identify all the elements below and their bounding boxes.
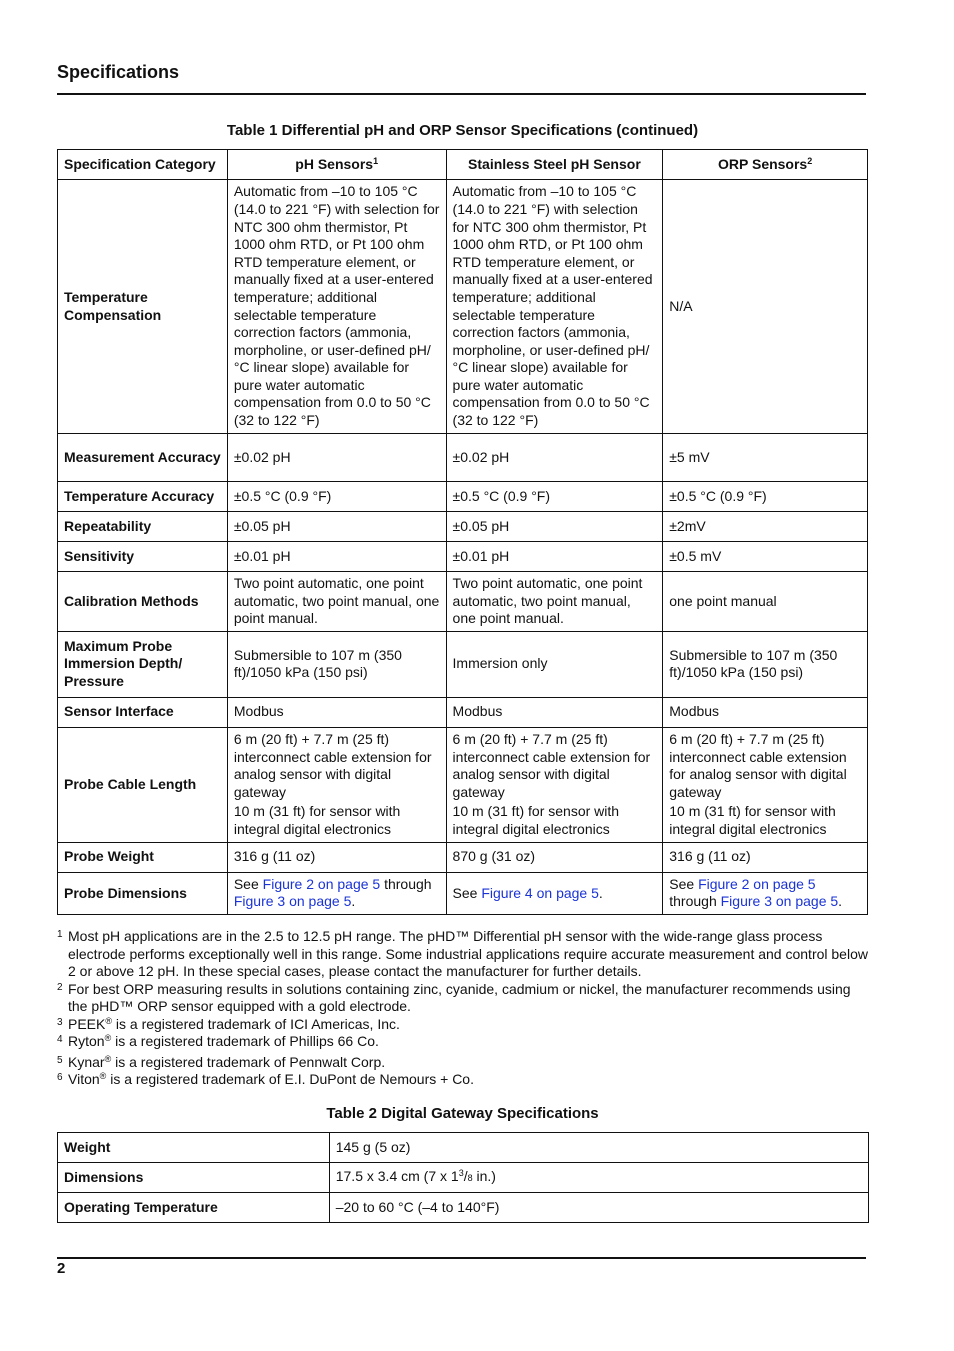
ph-sensor-cell: ±0.5 °C (0.9 °F) [227, 482, 446, 512]
orp-cell: Modbus [663, 697, 868, 727]
gateway-spec-table [57, 1132, 869, 1223]
ph-sensor-cell: ±0.05 pH [227, 512, 446, 542]
row-category: Calibration Methods [58, 572, 228, 632]
row-category: Temperature Accuracy [58, 482, 228, 512]
stainless-cell: 870 g (31 oz) [446, 842, 663, 872]
orp-cell: ±5 mV [663, 434, 868, 482]
footer-divider [57, 1257, 866, 1259]
ph-sensor-cell: Automatic from –10 to 105 °C (14.0 to 221 °F) with selection for NTC 300 ohm thermistor, Pt 1000 ohm RTD, or Pt 100 ohm RTD temperature element, or manually fixed at a user-entered temperature; additional selectable temperature correction factors (ammonia, morpholine, or user-defined pH/°C linear slope) available for pure water automatic compensation from 0.0 to 50 °C (32 to 122 °F) [227, 180, 446, 434]
footnotes [57, 928, 869, 1089]
ph-sensor-cell: Submersible to 107 m (350 ft)/1050 kPa (150 psi) [227, 631, 446, 697]
table2-caption: Table 2 Digital Gateway Specifications [326, 1105, 599, 1122]
header-divider [57, 93, 866, 95]
orp-cell: See Figure 2 on page 5 through Figure 3 on page 5. [663, 872, 868, 914]
sensor-spec-table [57, 149, 868, 915]
table-header-row [58, 150, 868, 180]
header-cell: ORP Sensors$^2$ [663, 150, 868, 180]
spec-label: Operating Temperature [58, 1193, 330, 1223]
orp-cell [663, 727, 868, 842]
spec-label: Dimensions [58, 1163, 330, 1193]
cable-gateway-text: 6 m (20 ft) + 7.7 m (25 ft) interconnect cable extension for analog sensor with digital gateway [669, 731, 847, 800]
row-category: Probe Weight [58, 842, 228, 872]
footnote: 1 Most pH applications are in the 2.5 to 12.5 pH range. The pHD™ Differential pH sensor with the wide-range glass process electrode performs exceptionally well in this range. Some industrial applications require accurate measurement and control below 2 or above 12 pH. In these special cases, please contact the manufacturer for further details. [57, 928, 868, 979]
stainless-cell: Two point automatic, one point automatic, two point manual, one point manual. [446, 572, 663, 632]
header-cell: Stainless Steel pH Sensor [446, 150, 663, 180]
cable-gateway-text: 6 m (20 ft) + 7.7 m (25 ft) interconnect cable extension for analog sensor with digital gateway [233, 731, 432, 800]
orp-cell: one point manual [663, 572, 868, 632]
page-title: Specifications [57, 62, 180, 82]
footnote: 6 Viton® is a registered trademark of E.I. DuPont de Nemours + Co. [57, 1071, 474, 1087]
footnote: 3 PEEK® is a registered trademark of ICI Americas, Inc. [57, 1015, 400, 1032]
header-cell: pH Sensors$^1$ [227, 150, 446, 180]
stainless-cell: ±0.02 pH [446, 434, 663, 482]
footnote: 4 Ryton® is a registered trademark of Phillips 66 Co. [57, 1033, 379, 1049]
stainless-cell: Immersion only [446, 631, 663, 697]
orp-cell: ±0.5 °C (0.9 °F) [663, 482, 868, 512]
ph-sensor-cell [227, 727, 446, 842]
ph-sensor-cell: 316 g (11 oz) [227, 842, 446, 872]
stainless-cell: Modbus [446, 697, 663, 727]
figure-link[interactable]: Figure 4 on page 5 [481, 884, 599, 901]
spec-label: Weight [58, 1133, 330, 1163]
table-row [58, 572, 868, 632]
table-row [58, 512, 868, 542]
figure-link[interactable]: Figure 3 on page 5 [233, 893, 352, 910]
row-category: Sensitivity [58, 542, 228, 572]
ph-sensor-cell: Modbus [227, 697, 446, 727]
page-number: 2 [57, 1260, 66, 1277]
table-row [58, 631, 868, 697]
table-row [58, 1193, 869, 1223]
stainless-cell: ±0.05 pH [446, 512, 663, 542]
orp-cell: Submersible to 107 m (350 ft)/1050 kPa (150 psi) [663, 631, 868, 697]
spec-value: 17.5 x 3.4 cm (7 x $1^3/8$ in.) [329, 1163, 868, 1193]
table-row [58, 872, 868, 914]
stainless-cell: See Figure 4 on page 5. [446, 872, 663, 914]
row-category: Sensor Interface [58, 697, 228, 727]
table-row [58, 697, 868, 727]
orp-cell: ±2mV [663, 512, 868, 542]
ph-sensor-cell: See Figure 2 on page 5 through Figure 3 on page 5. [227, 872, 446, 914]
stainless-cell: Automatic from –10 to 105 °C (14.0 to 221 °F) with selection for NTC 300 ohm thermistor, Pt 1000 ohm RTD, or Pt 100 ohm RTD temperature element, or manually fixed at a user-entered temperature; additional selectable temperature correction factors (ammonia, morpholine, or user-defined pH/°C linear slope) available for pure water automatic compensation from 0.0 to 50 °C (32 to 122 °F) [446, 180, 663, 434]
row-category: Temperature Compensation [58, 180, 228, 434]
row-category: Repeatability [58, 512, 228, 542]
cable-gateway-text: 6 m (20 ft) + 7.7 m (25 ft) interconnect cable extension for analog sensor with digital gateway [452, 731, 651, 800]
stainless-cell: ±0.5 °C (0.9 °F) [446, 482, 663, 512]
table-row [58, 434, 868, 482]
footnote: 2 For best ORP measuring results in solutions containing zinc, cyanide, cadmium or nickel, the manufacturer recommends using the pHD™ ORP sensor equipped with a gold electrode. [57, 980, 851, 1014]
orp-cell: 316 g (11 oz) [663, 842, 868, 872]
table-row [58, 1163, 869, 1193]
orp-cell: N/A [663, 180, 868, 434]
figure-link[interactable]: Figure 2 on page 5 [698, 875, 816, 892]
cable-integral-text: 10 m (31 ft) for sensor with integral digital electronics [669, 803, 836, 837]
spec-value: –20 to 60 °C (–4 to 140°F) [329, 1193, 868, 1223]
ph-sensor-cell: ±0.02 pH [227, 434, 446, 482]
row-category: Probe Cable Length [58, 727, 228, 842]
header-cell: Specification Category [58, 150, 228, 180]
orp-cell: ±0.5 mV [663, 542, 868, 572]
table-row [58, 542, 868, 572]
row-category: Maximum Probe Immersion Depth/ Pressure [58, 631, 228, 697]
figure-link[interactable]: Figure 2 on page 5 [262, 875, 381, 892]
cable-integral-text: 10 m (31 ft) for sensor with integral digital electronics [233, 803, 401, 837]
ph-sensor-cell: Two point automatic, one point automatic, two point manual, one point manual. [227, 572, 446, 632]
ph-sensor-cell: ±0.01 pH [227, 542, 446, 572]
figure-link[interactable]: Figure 3 on page 5 [720, 893, 839, 910]
cable-integral-text: 10 m (31 ft) for sensor with integral digital electronics [452, 803, 620, 837]
footnote: 5 Kynar® is a registered trademark of Pennwalt Corp. [57, 1053, 386, 1070]
table-row [58, 180, 868, 434]
table-row [58, 482, 868, 512]
table-row [58, 1133, 869, 1163]
stainless-cell [446, 727, 663, 842]
row-category: Probe Dimensions [58, 872, 228, 914]
spec-value: 145 g (5 oz) [329, 1133, 868, 1163]
row-category: Measurement Accuracy [58, 434, 228, 482]
table-row [58, 842, 868, 872]
stainless-cell: ±0.01 pH [446, 542, 663, 572]
table-row [58, 727, 868, 842]
table1-caption: Table 1 Differential pH and ORP Sensor Specifications (continued) [226, 122, 699, 139]
